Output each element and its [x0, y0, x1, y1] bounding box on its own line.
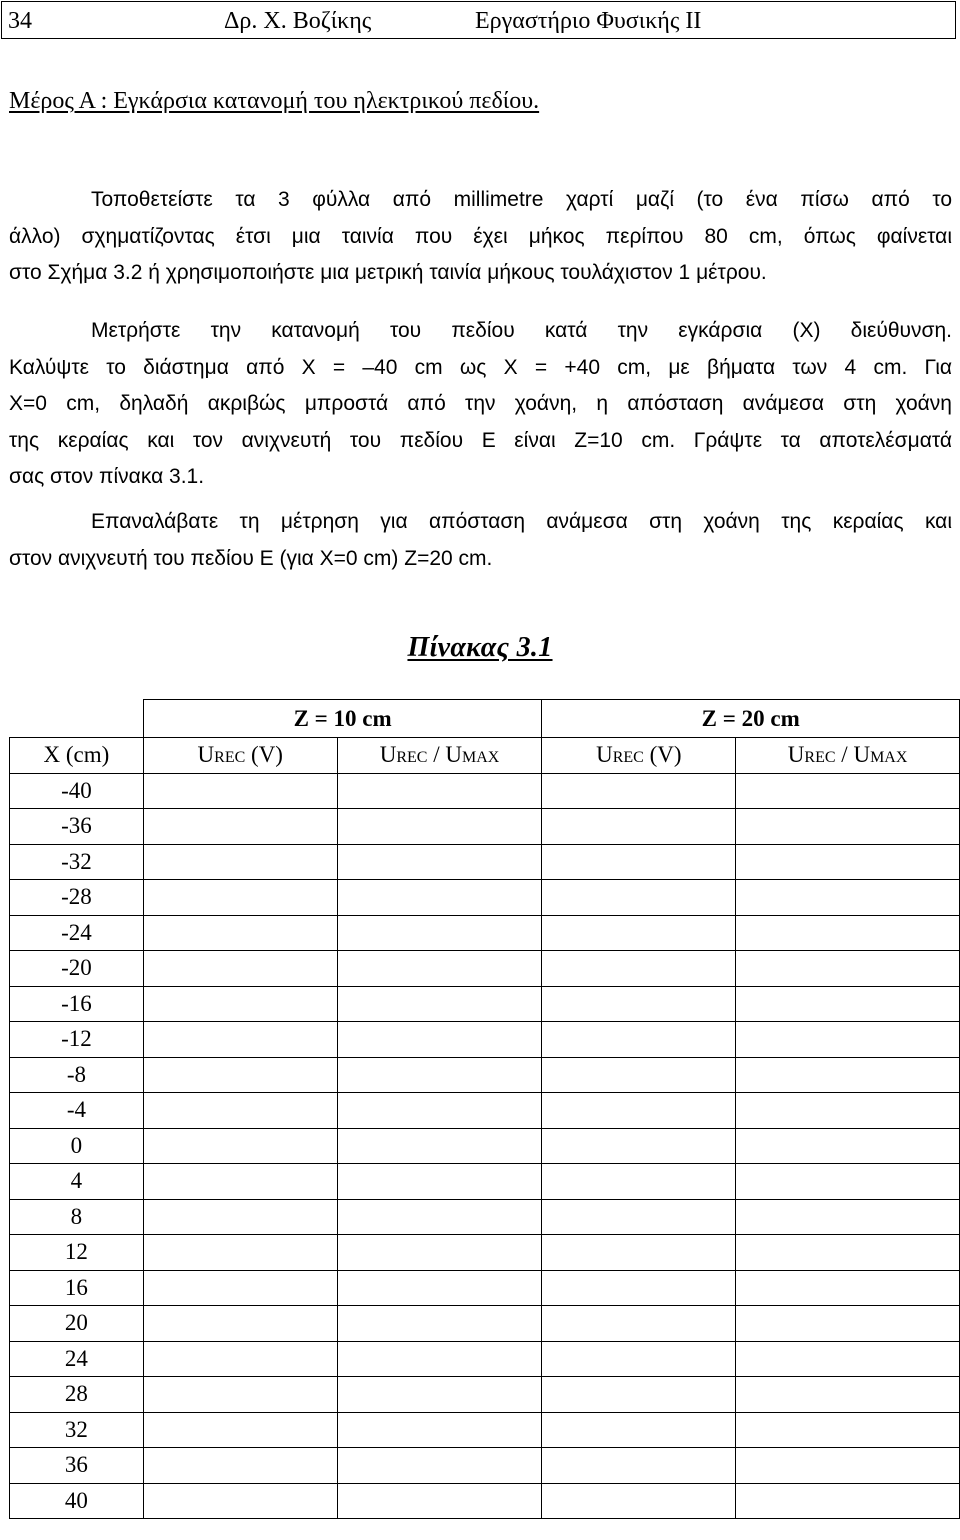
- column-header-ratio-z20: UREC / UMAX: [736, 738, 960, 774]
- measurement-input-cell[interactable]: [143, 809, 337, 845]
- page-header: [1, 1, 956, 39]
- table-row: [10, 1093, 960, 1129]
- x-value-cell: 40: [10, 1483, 144, 1519]
- x-value-cell: 36: [10, 1448, 144, 1484]
- x-value-cell: 28: [10, 1377, 144, 1413]
- table-title: [0, 632, 960, 664]
- measurement-input-cell[interactable]: [542, 1448, 736, 1484]
- x-value-cell: -12: [10, 1022, 144, 1058]
- measurement-input-cell[interactable]: [736, 1448, 960, 1484]
- measurement-input-cell[interactable]: [542, 1235, 736, 1271]
- measurement-input-cell[interactable]: [736, 1270, 960, 1306]
- table-row: [10, 1128, 960, 1164]
- measurement-input-cell[interactable]: [736, 1022, 960, 1058]
- measurement-input-cell[interactable]: [736, 880, 960, 916]
- table-group-header-row: [10, 700, 960, 738]
- measurement-input-cell[interactable]: [542, 1164, 736, 1200]
- measurement-input-cell[interactable]: [337, 1341, 542, 1377]
- table-row: [10, 844, 960, 880]
- x-value-cell: -16: [10, 986, 144, 1022]
- measurement-input-cell[interactable]: [736, 1412, 960, 1448]
- measurement-input-cell[interactable]: [337, 1057, 542, 1093]
- group-header-z10: Z = 10 cm: [143, 700, 542, 738]
- paragraph-2: [9, 313, 952, 496]
- table-row: [10, 1270, 960, 1306]
- measurement-input-cell[interactable]: [337, 1235, 542, 1271]
- measurement-input-cell[interactable]: [337, 1448, 542, 1484]
- table-row: [10, 773, 960, 809]
- table-corner-cell: [10, 700, 144, 738]
- measurement-input-cell[interactable]: [143, 1483, 337, 1519]
- measurement-input-cell[interactable]: [143, 1199, 337, 1235]
- table-row: [10, 880, 960, 916]
- x-value-cell: -20: [10, 951, 144, 987]
- measurement-input-cell[interactable]: [337, 1199, 542, 1235]
- measurement-input-cell[interactable]: [337, 1128, 542, 1164]
- x-value-cell: -32: [10, 844, 144, 880]
- measurement-input-cell[interactable]: [542, 1412, 736, 1448]
- measurement-input-cell[interactable]: [542, 1057, 736, 1093]
- measurement-input-cell[interactable]: [736, 773, 960, 809]
- measurement-input-cell[interactable]: [736, 1164, 960, 1200]
- table-row: [10, 986, 960, 1022]
- measurement-input-cell[interactable]: [542, 1483, 736, 1519]
- measurement-input-cell[interactable]: [143, 880, 337, 916]
- measurement-input-cell[interactable]: [736, 1128, 960, 1164]
- measurement-input-cell[interactable]: [143, 844, 337, 880]
- x-value-cell: 32: [10, 1412, 144, 1448]
- measurement-input-cell[interactable]: [337, 880, 542, 916]
- column-header-ratio-z10: UREC / UMAX: [337, 738, 542, 774]
- measurement-input-cell[interactable]: [736, 1483, 960, 1519]
- measurement-input-cell[interactable]: [337, 951, 542, 987]
- measurement-input-cell[interactable]: [143, 1377, 337, 1413]
- table-row: [10, 1412, 960, 1448]
- measurement-input-cell[interactable]: [143, 1164, 337, 1200]
- measurement-input-cell[interactable]: [542, 1199, 736, 1235]
- measurement-input-cell[interactable]: [143, 1022, 337, 1058]
- measurement-table: [9, 699, 960, 1519]
- course-name: Εργαστήριο Φυσικής ΙΙ: [475, 8, 702, 34]
- table-row: [10, 809, 960, 845]
- author-name: Δρ. Χ. Βοζίκης: [224, 8, 372, 34]
- table-row: [10, 1235, 960, 1271]
- measurement-input-cell[interactable]: [736, 1306, 960, 1342]
- table-row: [10, 915, 960, 951]
- x-value-cell: -24: [10, 915, 144, 951]
- table-row: [10, 1199, 960, 1235]
- column-header-urec-z20: UREC (V): [542, 738, 736, 774]
- page-number: 34: [8, 8, 32, 34]
- paragraph-line: σας στον πίνακα 3.1.: [9, 465, 205, 488]
- x-value-cell: -8: [10, 1057, 144, 1093]
- section-title: Μέρος Α : Εγκάρσια κατανομή του ηλεκτρικού πεδίου.: [9, 88, 540, 114]
- table-row: [10, 951, 960, 987]
- measurement-input-cell[interactable]: [736, 1341, 960, 1377]
- paragraph-line: Χ=0 cm, δηλαδή ακριβώς μπροστά από την χοάνη, η απόσταση ανάμεσα στη χοάνη: [9, 392, 952, 415]
- measurement-input-cell[interactable]: [337, 809, 542, 845]
- measurement-input-cell[interactable]: [143, 1235, 337, 1271]
- paragraph-line: Επαναλάβατε τη μέτρηση για απόσταση ανάμεσα στη χοάνη της κεραίας και: [91, 510, 952, 533]
- measurement-input-cell[interactable]: [542, 1022, 736, 1058]
- table-column-header-row: [10, 738, 960, 774]
- measurement-input-cell[interactable]: [143, 1270, 337, 1306]
- x-value-cell: 8: [10, 1199, 144, 1235]
- table-row: [10, 1306, 960, 1342]
- measurement-input-cell[interactable]: [542, 1128, 736, 1164]
- measurement-input-cell[interactable]: [337, 1483, 542, 1519]
- table-row: [10, 1448, 960, 1484]
- measurement-input-cell[interactable]: [143, 951, 337, 987]
- x-value-cell: -4: [10, 1093, 144, 1129]
- paragraph-line: στον ανιχνευτή του πεδίου Ε (για Χ=0 cm) Ζ=20 cm.: [9, 546, 493, 570]
- paragraph-line: της κεραίας και τον ανιχνευτή του πεδίου Ε είναι Ζ=10 cm. Γράψτε τα αποτελέσματά: [9, 428, 952, 452]
- x-value-cell: 12: [10, 1235, 144, 1271]
- table-row: [10, 1483, 960, 1519]
- column-header-urec-z10: UREC (V): [143, 738, 337, 774]
- measurement-input-cell[interactable]: [736, 1235, 960, 1271]
- measurement-input-cell[interactable]: [143, 915, 337, 951]
- measurement-input-cell[interactable]: [542, 1341, 736, 1377]
- measurement-input-cell[interactable]: [542, 809, 736, 845]
- measurement-input-cell[interactable]: [143, 986, 337, 1022]
- measurement-input-cell[interactable]: [337, 1412, 542, 1448]
- measurement-input-cell[interactable]: [542, 986, 736, 1022]
- group-header-z20: Z = 20 cm: [542, 700, 960, 738]
- measurement-input-cell[interactable]: [337, 844, 542, 880]
- measurement-input-cell[interactable]: [542, 951, 736, 987]
- measurement-input-cell[interactable]: [143, 1128, 337, 1164]
- measurement-input-cell[interactable]: [542, 773, 736, 809]
- measurement-input-cell[interactable]: [143, 1057, 337, 1093]
- measurement-input-cell[interactable]: [337, 1093, 542, 1129]
- x-value-cell: 0: [10, 1128, 144, 1164]
- table-title-text: Πίνακας 3.1: [407, 632, 553, 663]
- x-value-cell: -40: [10, 773, 144, 809]
- table-row: [10, 1057, 960, 1093]
- measurement-input-cell[interactable]: [337, 773, 542, 809]
- measurement-input-cell[interactable]: [542, 880, 736, 916]
- paragraph-line: Μετρήστε την κατανομή του πεδίου κατά την εγκάρσια (Χ) διεύθυνση.: [91, 319, 952, 342]
- measurement-input-cell[interactable]: [542, 1377, 736, 1413]
- paragraph-line: άλλο) σχηματίζοντας έτσι μια ταινία που έχει μήκος περίπου 80 cm, όπως φαίνεται: [9, 224, 952, 248]
- measurement-input-cell[interactable]: [143, 1306, 337, 1342]
- measurement-input-cell[interactable]: [337, 1377, 542, 1413]
- column-header-x: X (cm): [10, 738, 144, 774]
- paragraph-line: Τοποθετείστε τα 3 φύλλα από millimetre χαρτί μαζί (το ένα πίσω από το: [91, 188, 952, 211]
- measurement-input-cell[interactable]: [542, 915, 736, 951]
- measurement-input-cell[interactable]: [542, 844, 736, 880]
- table-row: [10, 1377, 960, 1413]
- x-value-cell: -28: [10, 880, 144, 916]
- measurement-input-cell[interactable]: [337, 986, 542, 1022]
- x-value-cell: 16: [10, 1270, 144, 1306]
- paragraph-1: [9, 182, 952, 292]
- measurement-input-cell[interactable]: [736, 1199, 960, 1235]
- measurement-input-cell[interactable]: [143, 1093, 337, 1129]
- measurement-input-cell[interactable]: [736, 1093, 960, 1129]
- table-row: [10, 1164, 960, 1200]
- x-value-cell: -36: [10, 809, 144, 845]
- measurement-input-cell[interactable]: [736, 951, 960, 987]
- measurement-input-cell[interactable]: [736, 986, 960, 1022]
- measurement-input-cell[interactable]: [736, 1377, 960, 1413]
- measurement-input-cell[interactable]: [542, 1306, 736, 1342]
- measurement-input-cell[interactable]: [736, 1057, 960, 1093]
- x-value-cell: 24: [10, 1341, 144, 1377]
- measurement-input-cell[interactable]: [736, 915, 960, 951]
- measurement-input-cell[interactable]: [337, 1164, 542, 1200]
- table-row: [10, 1022, 960, 1058]
- measurement-input-cell[interactable]: [143, 1448, 337, 1484]
- measurement-input-cell[interactable]: [542, 1093, 736, 1129]
- paragraph-3: [9, 504, 952, 577]
- measurement-input-cell[interactable]: [143, 1341, 337, 1377]
- measurement-input-cell[interactable]: [337, 1022, 542, 1058]
- x-value-cell: 4: [10, 1164, 144, 1200]
- measurement-input-cell[interactable]: [337, 1306, 542, 1342]
- measurement-input-cell[interactable]: [143, 1412, 337, 1448]
- x-value-cell: 20: [10, 1306, 144, 1342]
- measurement-input-cell[interactable]: [542, 1270, 736, 1306]
- measurement-input-cell[interactable]: [143, 773, 337, 809]
- measurement-input-cell[interactable]: [337, 1270, 542, 1306]
- table-row: [10, 1341, 960, 1377]
- paragraph-line: Καλύψτε το διάστημα από Χ = –40 cm ως Χ = +40 cm, με βήματα των 4 cm. Για: [9, 355, 952, 379]
- paragraph-line: στο Σχήμα 3.2 ή χρησιμοποιήστε μια μετρική ταινία μήκους τουλάχιστον 1 μέτρου.: [9, 261, 767, 284]
- measurement-input-cell[interactable]: [736, 809, 960, 845]
- measurement-input-cell[interactable]: [736, 844, 960, 880]
- measurement-input-cell[interactable]: [337, 915, 542, 951]
